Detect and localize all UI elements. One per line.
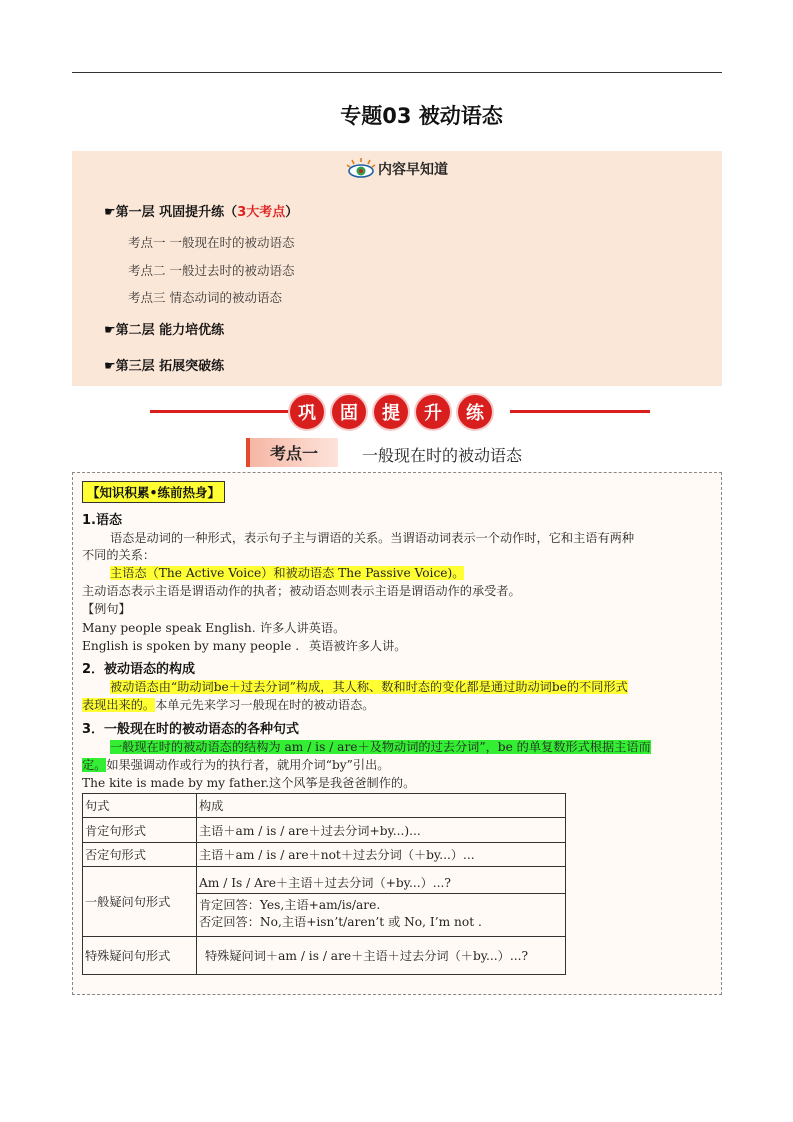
section-2-heading: 2．被动语态的构成: [82, 662, 196, 677]
banner-char: 练: [456, 393, 494, 431]
banner-char: 固: [330, 393, 368, 431]
kaodian-3: 考点三 情态动词的被动语态: [128, 290, 282, 305]
table-cell-form: 主语＋am / is / are＋过去分词+by...)...: [197, 818, 566, 843]
table-cell-form: 特殊疑问词＋am / is / are＋主语＋过去分词（＋by...）...?: [197, 937, 566, 975]
banner-char: 升: [414, 393, 452, 431]
banner-chars: [288, 393, 494, 431]
s3-highlight-a: 一般现在时的被动语态的结构为 am / is / are＋及物动词的过去分词”，be 的单复数形式根据主语而: [110, 740, 651, 754]
layer-3: ☛第三层 拓展突破练: [104, 359, 225, 374]
banner-char: 提: [372, 393, 410, 431]
section-3-heading: 3．一般现在时的被动语态的各种句式: [82, 722, 300, 737]
table-header-cell: 构成: [197, 794, 566, 818]
s1-highlight-text: 主语态（The Active Voice）和被动语态 The Passive Voice)。: [110, 566, 465, 580]
question-form: Am / Is / Are＋主语＋过去分词（+by...）...?: [199, 875, 451, 890]
s1-paragraph-line-2: 不同的关系：: [82, 548, 156, 562]
overview-panel: [72, 151, 722, 386]
table-cell-form: [197, 867, 566, 937]
kaodian-title: 一般现在时的被动语态: [362, 446, 523, 465]
s3-rest: 如果强调动作或行为的执行者，就用介词“by”引出。: [106, 758, 390, 772]
table-cell-type: 一般疑问句形式: [83, 867, 197, 937]
answer-yes: 肯定回答：Yes,主语+am/is/are.: [199, 897, 381, 912]
s1-highlight: [110, 564, 464, 582]
example-1-zh: 许多人讲英语。: [260, 621, 346, 635]
s3-line-1: [110, 738, 651, 756]
s2-rest: 本单元先来学习一般现在时的被动语态。: [155, 698, 375, 712]
overview-heading-text: 内容早知道: [378, 162, 448, 178]
layer-2: ☛第二层 能力培优练: [104, 323, 225, 338]
kaodian-2: 考点二 一般过去时的被动语态: [128, 263, 295, 278]
s2-highlight-a: 被动语态由“助动词be＋过去分词”构成，其人称、数和时态的变化都是通过助动词be的不同形式: [110, 680, 628, 694]
grammar-table: [82, 793, 566, 975]
eye-icon: [346, 157, 376, 183]
s2-highlight-b: 表现出来的。: [82, 698, 156, 712]
banner-line-right: [510, 410, 650, 413]
table-cell-type: 肯定句形式: [83, 818, 197, 843]
s2-line-1: [110, 678, 628, 696]
layer-1: [104, 201, 298, 220]
layer-1-count: 3大考点: [237, 205, 286, 220]
s3-example: The kite is made by my father.这个风筝是我爸爸制作的。: [82, 776, 416, 790]
table-row: [83, 937, 566, 975]
banner-char: 巩: [288, 393, 326, 431]
section-1-heading: 1.语态: [82, 513, 122, 528]
section-banner: [150, 393, 650, 431]
table-row: [83, 843, 566, 867]
s2-line-2: [82, 696, 375, 714]
layer-1-close: ）: [285, 205, 299, 220]
page-title: 专题03 被动语态: [340, 104, 503, 128]
overview-heading: [72, 157, 722, 183]
example-label: 【例句】: [82, 602, 131, 616]
s3-line-2: [82, 756, 389, 774]
table-cell-type: 否定句形式: [83, 843, 197, 867]
table-row: [83, 818, 566, 843]
header-rule: [72, 72, 722, 73]
example-1-en: Many people speak English.: [82, 621, 256, 635]
table-header-row: [83, 794, 566, 818]
table-header-cell: 句式: [83, 794, 197, 818]
kaodian-1: 考点一 一般现在时的被动语态: [128, 235, 295, 250]
layer-1-label: ☛第一层 巩固提升练（: [104, 205, 238, 220]
knowledge-tag: 【知识积累•练前热身】: [82, 481, 225, 503]
knowledge-box: [72, 472, 722, 995]
answer-no: 否定回答：No,主语+isn’t/aren’t 或 No, I’m not .: [199, 914, 482, 929]
answers: [197, 893, 565, 930]
table-cell-form: 主语＋am / is / are＋not＋过去分词（＋by...）...: [197, 843, 566, 867]
table-cell-type: 特殊疑问句形式: [83, 937, 197, 975]
s1-definition: 主动语态表示主语是谓语动作的执者；被动语态则表示主语是谓语动作的承受者。: [82, 584, 521, 598]
example-2-zh: 英语被许多人讲。: [309, 639, 407, 653]
s1-paragraph-line-1: 语态是动词的一种形式，表示句子主与谓语的关系。当谓语动词表示一个动作时，它和主语有两种: [110, 531, 635, 545]
banner-line-left: [150, 410, 290, 413]
table-row: [83, 867, 566, 937]
kaodian-tag: 考点一: [246, 438, 338, 467]
example-2-en: English is spoken by many people .: [82, 639, 300, 653]
s3-highlight-b: 定。: [82, 758, 107, 772]
